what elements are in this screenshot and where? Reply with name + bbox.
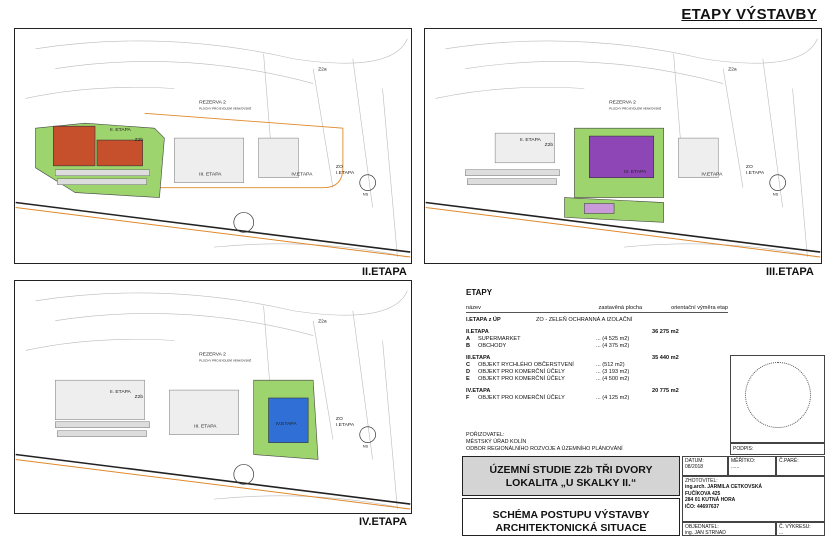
legend-item-key: B bbox=[466, 343, 471, 349]
plan-label-etapa-2: II.ETAPA bbox=[362, 266, 407, 278]
plan-rezerva-sub-label: PLOCHY PRO BYDLENÍ VENKOVSKÉ bbox=[199, 106, 252, 111]
legend-item-name: OBCHODY bbox=[478, 343, 507, 349]
date-cell bbox=[682, 456, 728, 476]
legend-etapa1-desc: ZO - ZELEŇ OCHRANNÁ A IZOLAČNÍ bbox=[536, 317, 633, 323]
legend-title: ETAPY bbox=[466, 288, 493, 297]
legend-item-built: ... (4 525 m2) bbox=[596, 336, 630, 342]
plan-zo-label: ZO bbox=[335, 416, 343, 422]
legend-item bbox=[466, 376, 728, 383]
legend-etapa3-area: 35 440 m2 bbox=[652, 355, 679, 361]
legend-item bbox=[466, 336, 728, 343]
study-title-line1: ÚZEMNÍ STUDIE Z2b TŘI DVORY bbox=[489, 464, 653, 476]
plan-etapa3-label: III. ETAPA bbox=[194, 424, 217, 430]
plan-ns-label: NS bbox=[772, 191, 779, 197]
prepared-by-line1: MĚSTSKÝ ÚŘAD KOLÍN bbox=[466, 439, 527, 445]
legend-item-built: ... (4 375 m2) bbox=[596, 343, 630, 349]
scale-cell bbox=[728, 456, 776, 476]
legend-item-built: ... (4 500 m2) bbox=[596, 376, 630, 382]
plan-rezerva-sub-label: PLOCHY PRO BYDLENÍ VENKOVSKÉ bbox=[609, 106, 662, 111]
prepared-by-line2: ODBOR REGIONÁLNÍHO ROZVOJE A ÚZEMNÍHO PLÁNOVÁNÍ bbox=[466, 446, 623, 452]
etapy-legend bbox=[466, 288, 728, 402]
legend-header bbox=[466, 305, 728, 313]
plan-z2a-label: Z2a bbox=[728, 67, 737, 73]
drawing-number-cell bbox=[776, 522, 825, 536]
stamp-circle bbox=[745, 362, 811, 428]
plan-ns-label: NS bbox=[362, 443, 369, 449]
plan-z2b-label: Z2b bbox=[134, 394, 144, 400]
legend-etapa2-area: 36 275 m2 bbox=[652, 329, 679, 335]
plan-z2b-label: Z2b bbox=[134, 138, 144, 144]
legend-etapa4-area: 20 775 m2 bbox=[652, 388, 679, 394]
legend-item-name: OBJEKT RYCHLÉHO OBČERSTVENÍ bbox=[478, 362, 574, 368]
contractor-line2: FUČÍKOVA 425 bbox=[685, 490, 721, 497]
legend-col-built: zastavěná plocha bbox=[598, 305, 643, 311]
legend-item-key: D bbox=[466, 369, 471, 375]
plan-panel-etapa-3 bbox=[424, 28, 822, 264]
site-plan-drawing bbox=[15, 29, 411, 263]
legend-item-key: E bbox=[466, 376, 470, 382]
legend-item-name: OBJEKT PRO KOMERČNÍ ÚČELY bbox=[478, 395, 565, 401]
plan-z2a-label: Z2a bbox=[318, 67, 327, 73]
contractor-line4: IČO: 44697637 bbox=[685, 503, 720, 510]
plan-ns-label: NS bbox=[362, 191, 369, 197]
plan-etapa4-label: IV.ETAPA bbox=[701, 172, 723, 178]
site-plan-drawing bbox=[425, 29, 821, 263]
plan-z2b-label: Z2b bbox=[544, 143, 554, 148]
legend-item-key: F bbox=[466, 395, 470, 401]
legend-item-built: ... (512 m2) bbox=[596, 362, 625, 368]
plan-zo-label: ZO bbox=[335, 164, 343, 170]
contractor-label: ZHOTOVITEL: bbox=[685, 478, 718, 484]
legend-item-built: ... (3 193 m2) bbox=[596, 369, 630, 375]
plan-label-etapa-3: III.ETAPA bbox=[766, 266, 814, 278]
scheme-title-box bbox=[462, 498, 680, 536]
plan-label-etapa-4: IV.ETAPA bbox=[359, 516, 408, 528]
scheme-title-line1: SCHÉMA POSTUPU VÝSTAVBY bbox=[492, 509, 650, 521]
legend-etapa1-name: I.ETAPA z ÚP bbox=[466, 317, 501, 323]
client-name: ing. JAN STRNAD bbox=[685, 530, 726, 536]
date-value: 08/2018 bbox=[685, 464, 704, 470]
legend-item-name: SUPERMARKET bbox=[478, 336, 521, 342]
legend-item bbox=[466, 369, 728, 376]
legend-etapa1-row bbox=[466, 317, 728, 324]
legend-item bbox=[466, 395, 728, 402]
signature-label: PODPIS: bbox=[733, 446, 754, 452]
signature-box bbox=[730, 443, 825, 455]
parc-label: Č.PARÉ: bbox=[779, 458, 799, 464]
seal-box bbox=[730, 355, 825, 443]
plan-panel-etapa-2 bbox=[14, 28, 412, 264]
plan-etapa4-label: IV.ETAPA bbox=[291, 172, 313, 178]
plan-etapa2-label: II. ETAPA bbox=[109, 390, 131, 396]
plan-etapa3-label: III. ETAPA bbox=[623, 169, 647, 175]
legend-item-key: A bbox=[466, 336, 471, 342]
legend-etapa4-name: IV.ETAPA bbox=[466, 388, 491, 394]
plan-etapa1-label: I.ETAPA bbox=[335, 170, 355, 176]
plan-etapa1-label: I.ETAPA bbox=[335, 422, 355, 428]
legend-etapa3-name: III.ETAPA bbox=[466, 355, 491, 361]
plan-z2a-label: Z2a bbox=[318, 319, 327, 325]
legend-etapa4-row bbox=[466, 388, 728, 395]
contractor-line3: 284 01 KUTNÁ HORA bbox=[685, 497, 736, 504]
plan-etapa2-label: II. ETAPA bbox=[109, 128, 131, 134]
legend-item-name: OBJEKT PRO KOMERČNÍ ÚČELY bbox=[478, 369, 565, 375]
legend-col-area: orientační výměra etap bbox=[671, 305, 728, 311]
drawing-number: ... bbox=[779, 530, 784, 536]
date-label: DATUM: bbox=[685, 458, 704, 464]
plan-rezerva-label: REZERVA 2 bbox=[609, 100, 636, 106]
site-plan-drawing bbox=[15, 281, 411, 513]
legend-etapa2-row bbox=[466, 329, 728, 336]
legend-etapa2-name: II.ETAPA bbox=[466, 329, 489, 335]
contractor-line1: ing.arch. JARMILA CETKOVSKÁ bbox=[685, 484, 763, 491]
client-cell bbox=[682, 522, 776, 536]
plan-rezerva-label: REZERVA 2 bbox=[199, 100, 226, 106]
scheme-title-line2: ARCHITEKTONICKÁ SITUACE bbox=[495, 522, 647, 534]
legend-item-built: ... (4 125 m2) bbox=[596, 395, 630, 401]
scale-value: ...... bbox=[731, 464, 740, 470]
prepared-by-label: POŘIZOVATEL: bbox=[466, 432, 505, 438]
legend-etapa3-row bbox=[466, 355, 728, 362]
plan-zo-label: ZO bbox=[745, 164, 753, 170]
plan-etapa3-label: III. ETAPA bbox=[199, 172, 222, 178]
client-label: OBJEDNATEL: bbox=[685, 524, 719, 530]
contractor-cell bbox=[682, 476, 825, 522]
plan-etapa2-label: II. ETAPA bbox=[519, 138, 541, 144]
study-title-box bbox=[462, 456, 680, 496]
plan-rezerva-sub-label: PLOCHY PRO BYDLENÍ VENKOVSKÉ bbox=[199, 358, 252, 363]
plan-etapa1-label: I.ETAPA bbox=[745, 170, 765, 176]
plan-rezerva-label: REZERVA 2 bbox=[199, 352, 226, 358]
scale-label: MĚŘÍTKO: bbox=[731, 458, 756, 464]
parc-cell bbox=[776, 456, 825, 476]
legend-item-name: OBJEKT PRO KOMERČNÍ ÚČELY bbox=[478, 376, 565, 382]
prepared-by-block bbox=[466, 432, 623, 453]
plan-etapa4-label: IV.ETAPA bbox=[275, 421, 297, 427]
plan-panel-etapa-4 bbox=[14, 280, 412, 514]
drawing-number-label: Č. VÝKRESU: bbox=[779, 524, 811, 530]
legend-col-name: název bbox=[466, 305, 481, 311]
legend-item bbox=[466, 343, 728, 350]
legend-item-key: C bbox=[466, 362, 471, 368]
legend-item bbox=[466, 362, 728, 369]
page-title: ETAPY VÝSTAVBY bbox=[681, 6, 817, 23]
study-title-line2: LOKALITA „U SKALKY II.“ bbox=[505, 477, 637, 489]
